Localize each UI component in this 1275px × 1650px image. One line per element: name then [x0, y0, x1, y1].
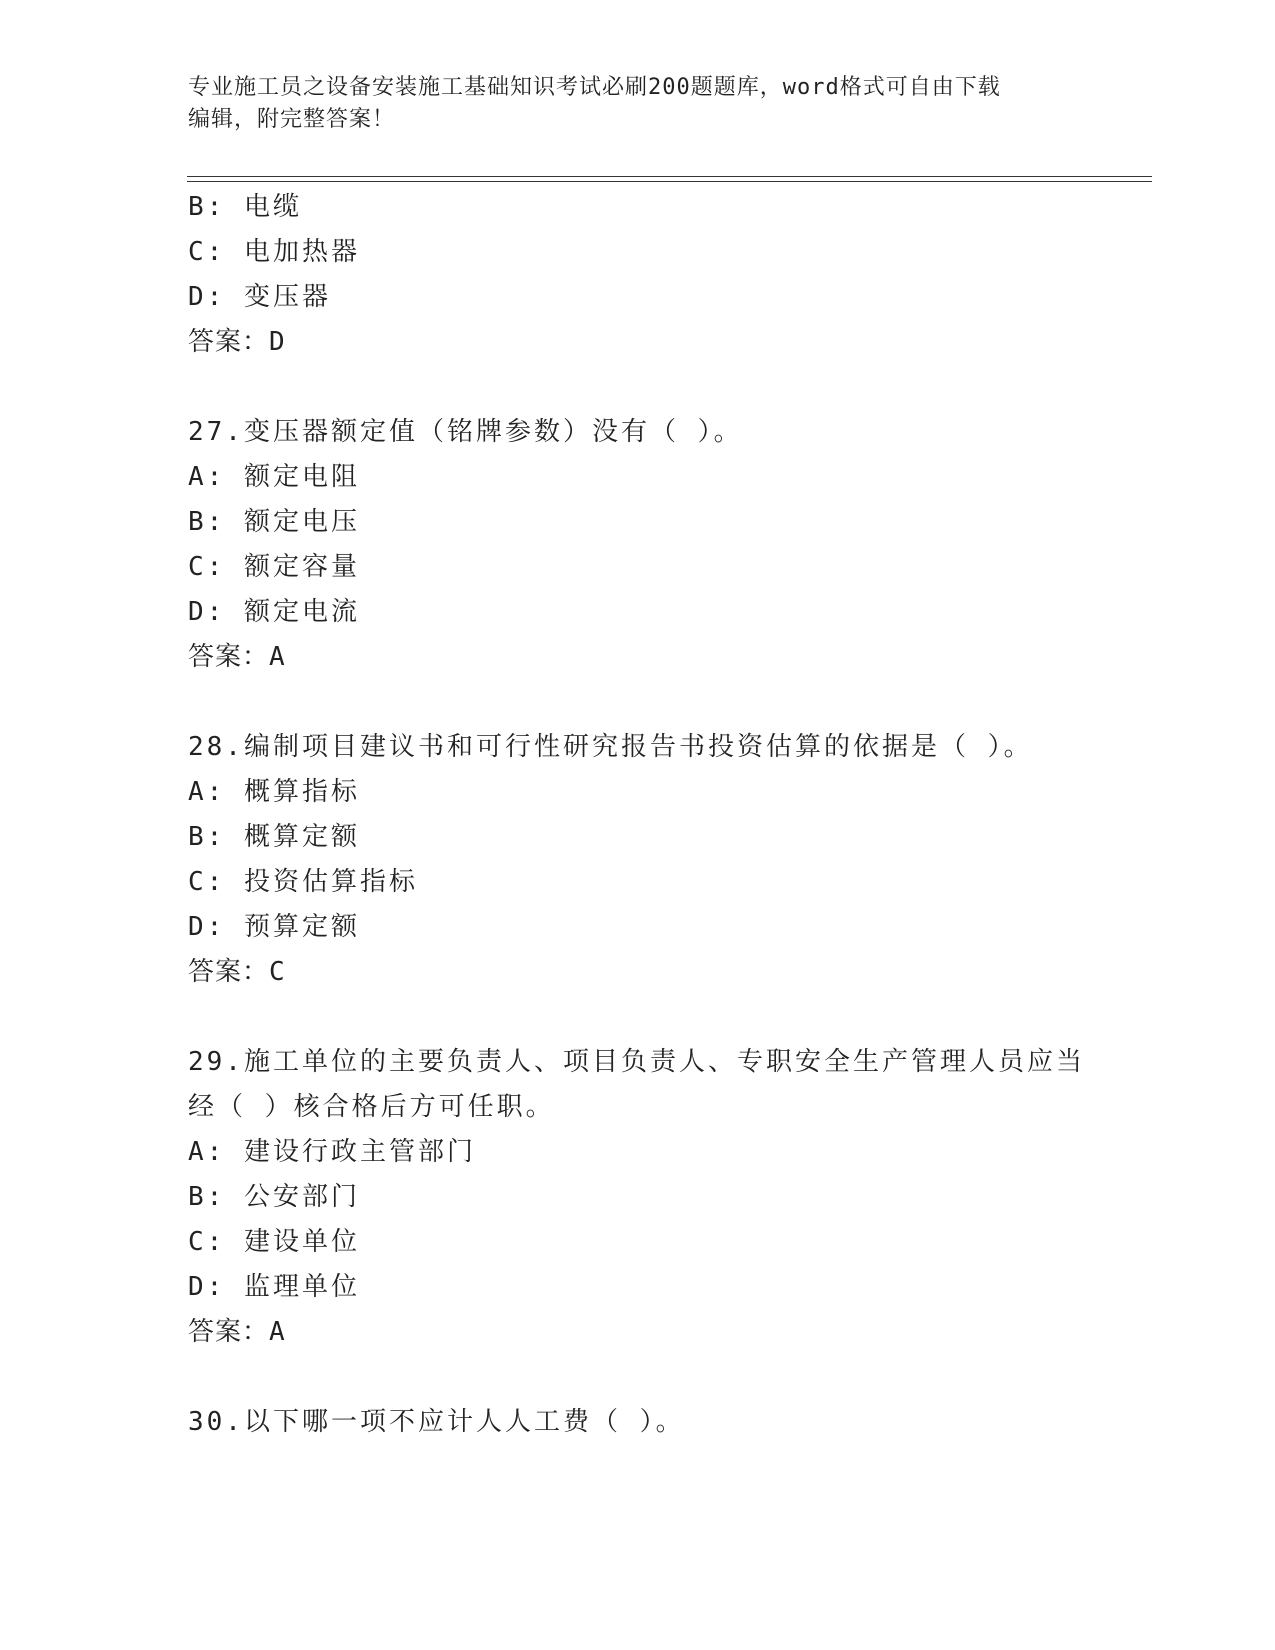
answer-line: 答案：C: [188, 957, 286, 987]
option-c: C: 额定容量: [188, 552, 360, 582]
option-b: B: 额定电压: [188, 507, 360, 537]
answer-line: 答案：A: [188, 642, 286, 672]
document-header: [188, 72, 1088, 136]
question-stem-continued: 经（ ）核合格后方可任职。: [188, 1092, 555, 1122]
option-a: A: 额定电阻: [188, 462, 360, 492]
option-a: A: 概算指标: [188, 777, 360, 807]
option-c: C: 投资估算指标: [188, 867, 418, 897]
option-d: D: 预算定额: [188, 912, 360, 942]
header-line-2: 编辑，附完整答案！: [188, 107, 396, 132]
option-a: A: 建设行政主管部门: [188, 1137, 476, 1167]
option-d: D: 监理单位: [188, 1272, 360, 1302]
answer-line: 答案：D: [188, 327, 286, 357]
option-d: D: 额定电流: [188, 597, 360, 627]
option-d: D: 变压器: [188, 282, 331, 312]
header-divider-bottom: [187, 181, 1152, 182]
question-stem: 29.施工单位的主要负责人、项目负责人、专职安全生产管理人员应当: [188, 1047, 1085, 1077]
question-stem: 27.变压器额定值（铭牌参数）没有（ ）。: [188, 417, 743, 447]
answer-line: 答案：A: [188, 1317, 286, 1347]
option-b: B: 概算定额: [188, 822, 360, 852]
question-stem: 30.以下哪一项不应计人人工费（ ）。: [188, 1407, 685, 1437]
option-b: B: 公安部门: [188, 1182, 360, 1212]
header-line-1: 专业施工员之设备安装施工基础知识考试必刷200题题库，word格式可自由下载: [188, 75, 1001, 100]
question-stem: 28.编制项目建议书和可行性研究报告书投资估算的依据是（ ）。: [188, 732, 1033, 762]
option-c: C: 建设单位: [188, 1227, 360, 1257]
option-c: C: 电加热器: [188, 237, 360, 267]
header-divider-top: [187, 176, 1152, 177]
option-b: B: 电缆: [188, 192, 302, 222]
